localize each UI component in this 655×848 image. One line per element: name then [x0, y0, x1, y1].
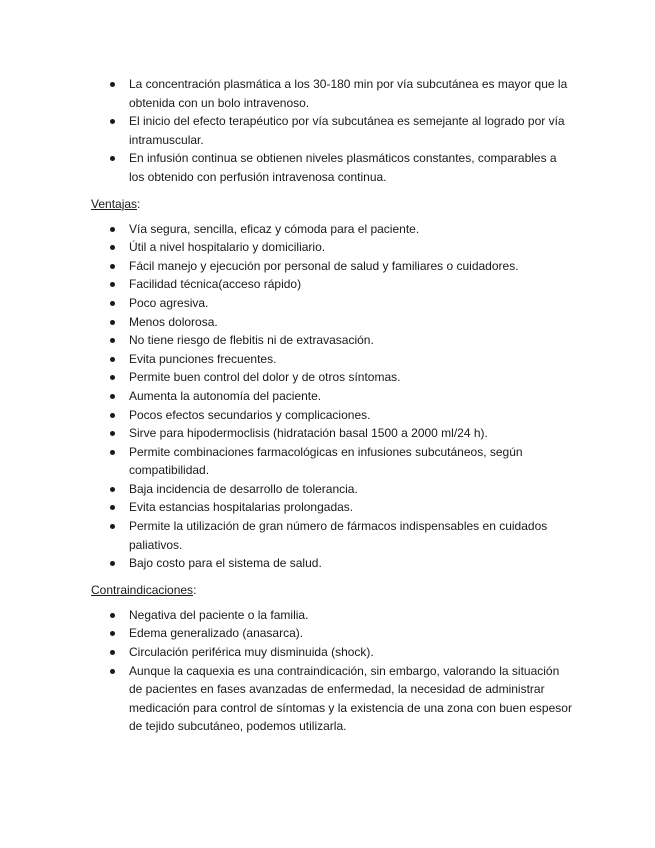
ventajas-list	[91, 220, 575, 573]
contraindicaciones-list	[91, 606, 575, 736]
bullet-icon	[110, 119, 115, 124]
list-item: Negativa del paciente o la familia.	[91, 606, 575, 625]
list-item: Pocos efectos secundarios y complicaciones.	[91, 406, 575, 425]
bullet-icon	[110, 338, 115, 343]
list-item: Aumenta la autonomía del paciente.	[91, 387, 575, 406]
intro-list	[91, 75, 575, 187]
bullet-icon	[110, 282, 115, 287]
list-item: Permite combinaciones farmacológicas en infusiones subcutáneos, según compatibilidad.	[91, 443, 575, 480]
bullet-icon	[110, 613, 115, 618]
list-item: Circulación periférica muy disminuida (shock).	[91, 643, 575, 662]
bullet-icon	[110, 669, 115, 674]
list-item: Fácil manejo y ejecución por personal de salud y familiares o cuidadores.	[91, 257, 575, 276]
list-item: Permite buen control del dolor y de otros síntomas.	[91, 368, 575, 387]
ventajas-heading: Ventajas:	[91, 196, 141, 211]
list-item: Bajo costo para el sistema de salud.	[91, 554, 575, 573]
bullet-icon	[110, 505, 115, 510]
bullet-icon	[110, 487, 115, 492]
bullet-icon	[110, 82, 115, 87]
contraindicaciones-heading: Contraindicaciones:	[91, 582, 197, 597]
list-item: Poco agresiva.	[91, 294, 575, 313]
list-item: Útil a nivel hospitalario y domiciliario.	[91, 238, 575, 257]
list-item: Menos dolorosa.	[91, 313, 575, 332]
bullet-icon	[110, 156, 115, 161]
bullet-icon	[110, 320, 115, 325]
list-item: En infusión continua se obtienen niveles plasmáticos constantes, comparables a los obtenido con perfusión intravenosa continua.	[91, 149, 575, 186]
bullet-icon	[110, 301, 115, 306]
list-item: Vía segura, sencilla, eficaz y cómoda para el paciente.	[91, 220, 575, 239]
list-item: Evita estancias hospitalarias prolongadas.	[91, 498, 575, 517]
bullet-icon	[110, 357, 115, 362]
bullet-icon	[110, 245, 115, 250]
list-item: Edema generalizado (anasarca).	[91, 624, 575, 643]
list-item: El inicio del efecto terapéutico por vía subcutánea es semejante al logrado por vía intramuscular.	[91, 112, 575, 149]
bullet-icon	[110, 394, 115, 399]
bullet-icon	[110, 631, 115, 636]
list-item: Sirve para hipodermoclisis (hidratación basal 1500 a 2000 ml/24 h).	[91, 424, 575, 443]
list-item: Facilidad técnica(acceso rápido)	[91, 275, 575, 294]
bullet-icon	[110, 227, 115, 232]
bullet-icon	[110, 561, 115, 566]
list-item: La concentración plasmática a los 30-180 min por vía subcutánea es mayor que la obtenida con un bolo intravenoso.	[91, 75, 575, 112]
bullet-icon	[110, 650, 115, 655]
bullet-icon	[110, 450, 115, 455]
list-item: No tiene riesgo de flebitis ni de extravasación.	[91, 331, 575, 350]
bullet-icon	[110, 413, 115, 418]
list-item: Baja incidencia de desarrollo de tolerancia.	[91, 480, 575, 499]
bullet-icon	[110, 431, 115, 436]
list-item: Aunque la caquexia es una contraindicación, sin embargo, valorando la situación de pacientes en fases avanzadas de enfermedad, la necesidad de administrar medicación para control de síntomas y la existencia de una zona con buen espesor de tejido subcutáneo, podemos utilizarla.	[91, 662, 575, 736]
list-item: Evita punciones frecuentes.	[91, 350, 575, 369]
bullet-icon	[110, 264, 115, 269]
list-item: Permite la utilización de gran número de fármacos indispensables en cuidados paliativos.	[91, 517, 575, 554]
bullet-icon	[110, 375, 115, 380]
bullet-icon	[110, 524, 115, 529]
